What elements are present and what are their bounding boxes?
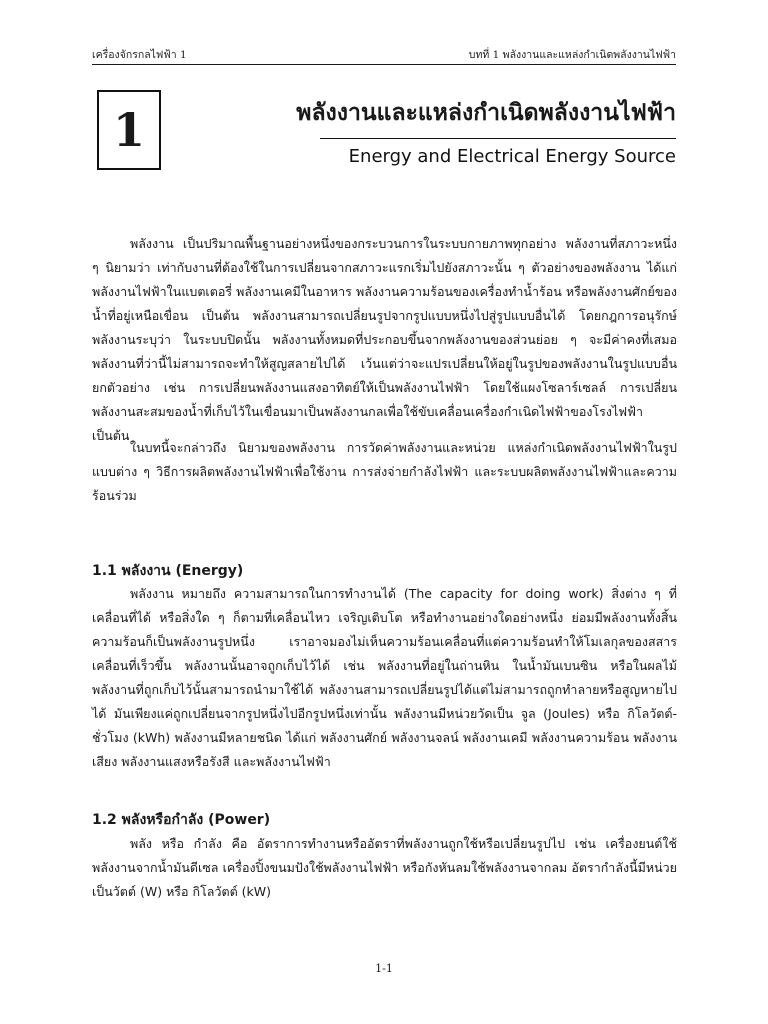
chapter-title-divider [320,138,676,139]
chapter-number-box [97,90,161,170]
chapter-title-thai: พลังงานและแหล่งกำเนิดพลังงานไฟฟ้า [296,100,676,126]
header-chapter-title: บทที่ 1 พลังงานและแหล่งกำเนิดพลังงานไฟฟ้า [468,49,676,61]
running-header [92,44,676,65]
intro-paragraph-1 [92,232,677,448]
chapter-title-english: Energy and Electrical Energy Source [348,146,676,167]
intro-paragraph-2 [92,436,677,508]
paragraph-text: พลัง หรือ กำลัง คือ อัตราการทำงานหรืออัตราที่พลังงานถูกใช้หรือเปลี่ยนรูปไป เช่น เครื่องยนต์ใช้พลังงานจากน้ำมันดีเซล เครื่องปิ้งขนมปังใช้พลังงานไฟฟ้า หรือกังหันลมใช้พลังงานจากลม อัตรากำลังนี้มีหน่วยเป็นวัตต์ (W) หรือ กิโลวัตต์ (kW) [92,836,677,899]
paragraph-text: ในบทนี้จะกล่าวถึง นิยามของพลังงาน การวัดค่าพลังงานและหน่วย แหล่งกำเนิดพลังงานไฟฟ้าในรูปแบบต่าง ๆ วิธีการผลิตพลังงานไฟฟ้าเพื่อใช้งาน การส่งจ่ายกำลังไฟฟ้า และระบบผลิตพลังงานไฟฟ้าและความร้อนร่วม [92,440,677,503]
section-energy-paragraph [92,582,677,774]
paragraph-text: พลังงาน หมายถึง ความสามารถในการทำงานได้ (The capacity for doing work) สิ่งต่าง ๆ ที่เคลื่อนที่ได้ หรือสิ่งใด ๆ ก็ตามที่เคลื่อนไหว เจริญเติบโต หรือทำงานอย่างใดอย่างหนึ่ง ย่อมมีพลังงานทั้งสิ้น ความร้อนก็เป็นพลังงานรูปหนึ่ง เราอาจมองไม่เห็นความร้อนเคลื่อนที่แต่ความร้อนทำให้โมเลกุลของสสารเคลื่อนที่เร็วขึ้น พลังงานนั้นอาจถูกเก็บไว้ได้ เช่น พลังงานที่อยู่ในถ่านหิน ในน้ำมันเบนซิน หรือในผลไม้ พลังงานที่ถูกเก็บไว้นั้นสามารถนำมาใช้ได้ พลังงานสามารถเปลี่ยนรูปได้แต่ไม่สามารถถูกทำลายหรือสูญหายไปได้ มันเพียงแค่ถูกเปลี่ยนจากรูปหนึ่งไปอีกรูปหนึ่งเท่านั้น พลังงานมีหน่วยวัดเป็น จูล (Joules) หรือ กิโลวัตต์-ชั่วโมง (kWh) พลังงานมีหลายชนิด ได้แก่ พลังงานศักย์ พลังงานจลน์ พลังงานเคมี พลังงานความร้อน พลังงานเสียง พลังงานแสงหรือรังสี และพลังงานไฟฟ้า [92,586,677,769]
section-heading-power: 1.2 พลังหรือกำลัง (Power) [92,812,271,828]
header-book-title: เครื่องจักรกลไฟฟ้า 1 [92,49,187,61]
paragraph-text: พลังงาน เป็นปริมาณพื้นฐานอย่างหนึ่งของกระบวนการในระบบกายภาพทุกอย่าง พลังงานที่สภาวะหนึ่ง ๆ นิยามว่า เท่ากับงานที่ต้องใช้ในการเปลี่ยนจากสภาวะแรกเริ่มไปยังสภาวะนั้น ๆ ตัวอย่างของพลังงาน ได้แก่ พลังงานไฟฟ้าในแบตเตอรี่ พลังงานเคมีในอาหาร พลังงานความร้อนของเครื่องทำน้ำร้อน หรือพลังงานศักย์ของน้ำที่อยู่เหนือเขื่อน เป็นต้น พลังงานสามารถเปลี่ยนรูปจากรูปแบบหนึ่งไปสู่รูปแบบอื่นได้ โดยกฎการอนุรักษ์พลังงานระบุว่า ในระบบปิดนั้น พลังงานทั้งหมดที่ประกอบขึ้นจากพลังงานของส่วนย่อย ๆ จะมีค่าคงที่เสมอ พลังงานที่ว่านี้ไม่สามารถจะทำให้สูญสลายไปได้ เว้นแต่ว่าจะแปรเปลี่ยนให้อยู่ในรูปของพลังงานในรูปแบบอื่น ยกตัวอย่าง เช่น การเปลี่ยนพลังงานแสงอาทิตย์ให้เป็นพลังงานไฟฟ้า โดยใช้แผงโซลาร์เซลล์ การเปลี่ยนพลังงานสะสมของน้ำที่เก็บไว้ในเขื่อนมาเป็นพลังงานกลเพื่อใช้ขับเคลื่อนเครื่องกำเนิดไฟฟ้าของโรงไฟฟ้า เป็นต้น [92,236,677,443]
section-heading-energy: 1.1 พลังงาน (Energy) [92,563,244,579]
section-power-paragraph [92,832,677,904]
page-number: 1-1 [375,962,393,975]
chapter-number: 1 [112,103,145,157]
